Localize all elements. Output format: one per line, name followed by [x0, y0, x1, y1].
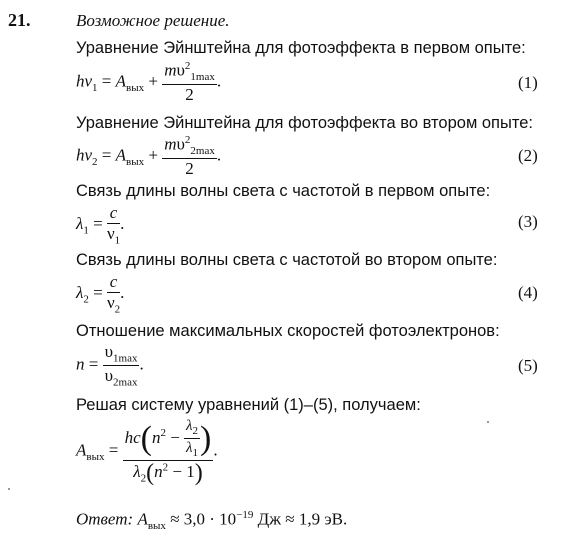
problem-subtitle: Возможное решение.	[76, 11, 230, 30]
step-4-text: Связь длины волны света с частотой во втором опыте:	[76, 251, 498, 269]
answer-symbol: A	[137, 509, 148, 529]
answer-value-part1: ≈ 3,0 · 10	[165, 509, 237, 529]
equation-3: $\lambda_1$ = $\frac{c}{\nu_1}$ .	[76, 203, 125, 246]
step-6-text: Решая систему уравнений (1)–(5), получаем:	[76, 396, 421, 414]
step-3-text: Связь длины волны света с частотой в первом опыте:	[76, 182, 491, 200]
equation-4: $\lambda_2$ = $\frac{c}{\nu_2}$ .	[76, 272, 125, 315]
eq-number-3: (3)	[518, 212, 538, 231]
equation-5: n = $\frac{\upsilon_{1max}}{\upsilon_{2max}}$ .	[76, 342, 144, 389]
answer-exponent: −19	[236, 509, 254, 521]
answer-symbol-sub: вых	[147, 520, 166, 533]
eq-number-4: (4)	[518, 283, 538, 302]
equation-1: $h\nu_1 = A_{вых}$ + $\frac{m\upsilon^2_{1max}}{2}$ .	[76, 60, 222, 104]
problem-number: 21.	[8, 10, 31, 30]
answer-value-part2: Дж ≈ 1,9 эВ.	[253, 509, 348, 529]
eq-number-1: (1)	[518, 73, 538, 92]
equation-result: $A_{вых}$ = $hc(n^2$ − $\frac{\lambda_2}{\lambda_1}$ ) $\lambda_2(n^2 - 1)$ .	[76, 418, 218, 486]
scan-speck	[8, 488, 10, 490]
answer-line	[76, 509, 347, 532]
step-1-text: Уравнение Эйнштейна для фотоэффекта в первом опыте:	[76, 39, 526, 57]
answer-label: Ответ:	[76, 509, 134, 529]
eq-number-2: (2)	[518, 146, 538, 165]
step-2-text: Уравнение Эйнштейна для фотоэффекта во втором опыте:	[76, 114, 533, 132]
equation-2: $h\nu_2 = A_{вых}$ + $\frac{m\upsilon^2_{2max}}{2}$ .	[76, 134, 222, 178]
step-5-text: Отношение максимальных скоростей фотоэлектронов:	[76, 322, 500, 340]
eq-number-5: (5)	[518, 356, 538, 375]
scan-speck	[487, 421, 489, 423]
